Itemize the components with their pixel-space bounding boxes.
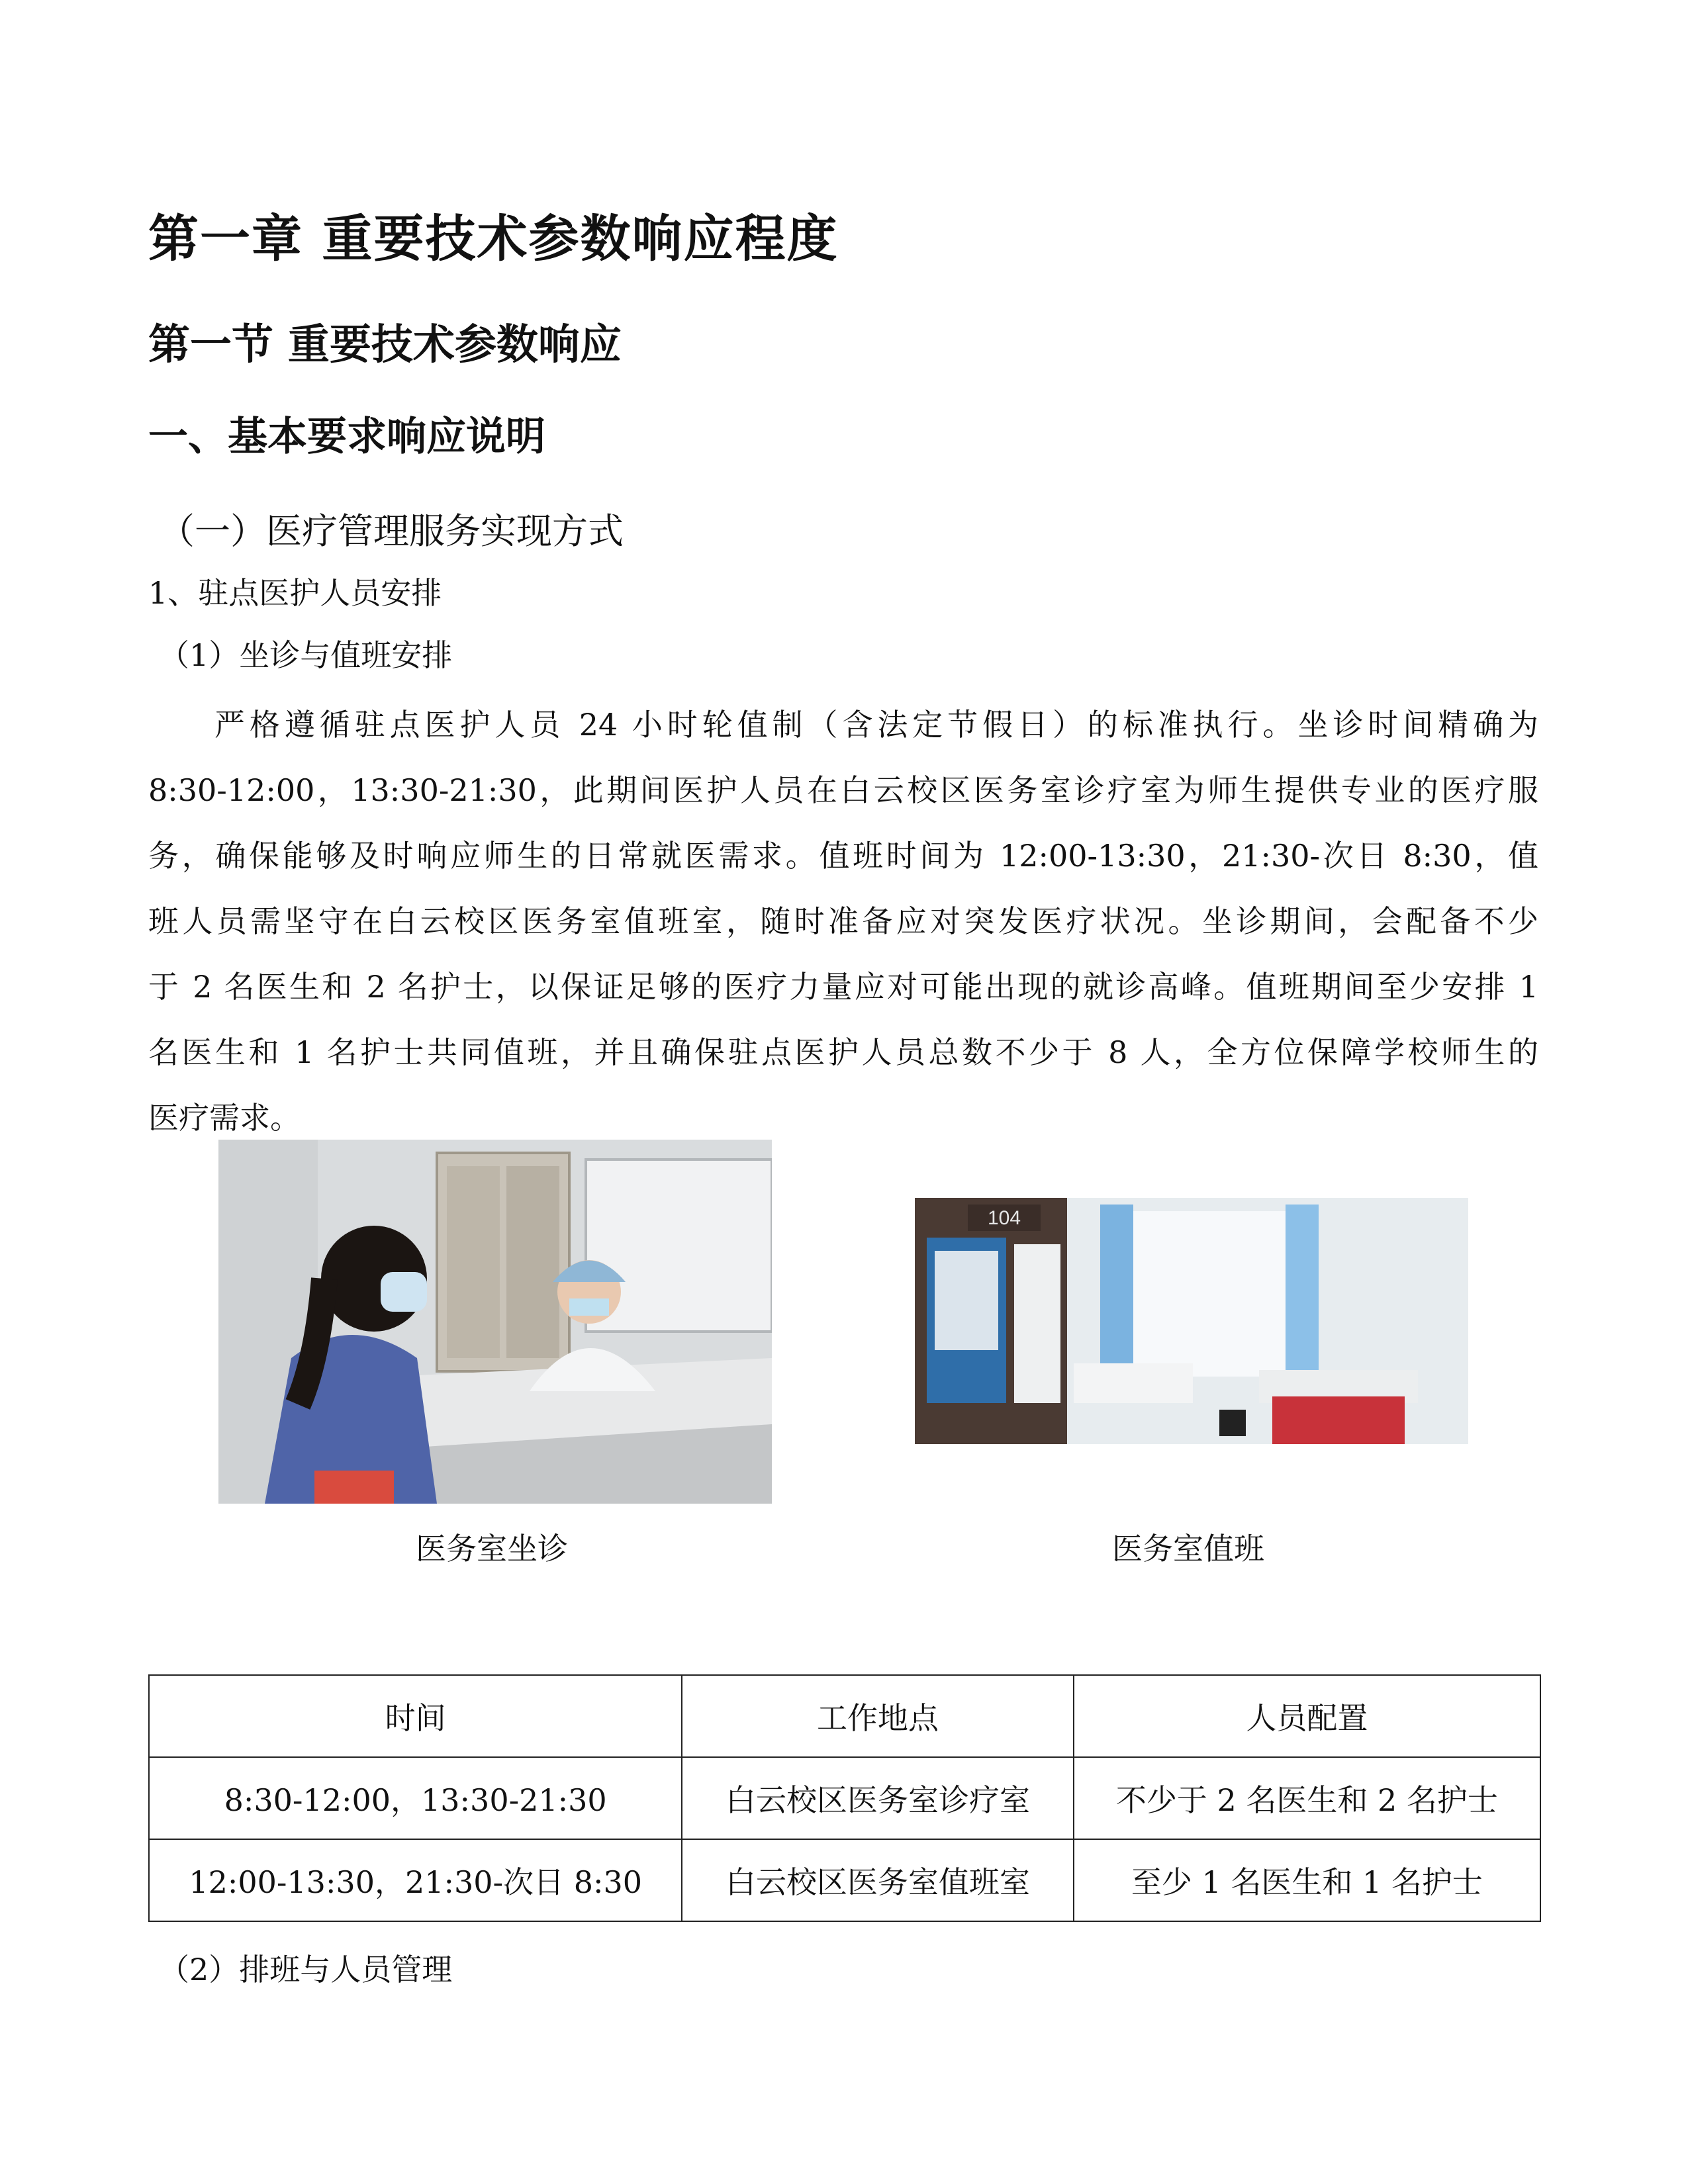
schedule-table — [148, 1674, 1541, 1922]
table-cell: 8:30-12:00，13:30-21:30 — [149, 1757, 682, 1839]
photo-clinic-duty-room — [915, 1198, 1468, 1444]
paragraph-line: 医疗需求。 — [148, 1100, 301, 1136]
body-paragraph — [148, 692, 1538, 1151]
paragraph-line: 务，确保能够及时响应师生的日常就医需求。值班时间为 12:00-13:30，21:30-次日 8:30，值 — [148, 838, 1538, 874]
paragraph-line: 班人员需坚守在白云校区医务室值班室，随时准备应对突发医疗状况。坐诊期间，会配备不少 — [148, 903, 1538, 939]
door-number-sign: 104 — [987, 1207, 1021, 1229]
chapter-title: 第一章 重要技术参数响应程度 — [148, 209, 839, 268]
paragraph-line: 严格遵循驻点医护人员 24 小时轮值制（含法定节假日）的标准执行。坐诊时间精确为 — [214, 707, 1538, 743]
table-cell: 至少 1 名医生和 1 名护士 — [1074, 1839, 1540, 1921]
photo-duty-room-illustration — [915, 1198, 1468, 1444]
table-cell: 白云校区医务室诊疗室 — [682, 1757, 1073, 1839]
caption-clinic-consultation: 医务室坐诊 — [416, 1531, 568, 1567]
table-row — [149, 1839, 1540, 1921]
paragraph-line: 名医生和 1 名护士共同值班，并且确保驻点医护人员总数不少于 8 人，全方位保障学校师生的 — [148, 1034, 1538, 1070]
table-header-cell: 人员配置 — [1074, 1675, 1540, 1757]
item-heading-consult-duty: （1）坐诊与值班安排 — [159, 637, 453, 673]
photo-clinic-consultation — [218, 1140, 772, 1504]
section-title: 第一节 重要技术参数响应 — [148, 320, 622, 369]
table-cell: 12:00-13:30，21:30-次日 8:30 — [149, 1839, 682, 1921]
paragraph-line: 8:30-12:00，13:30-21:30，此期间医护人员在白云校区医务室诊疗室为师生提供专业的医疗服 — [148, 772, 1538, 808]
table-cell: 白云校区医务室值班室 — [682, 1839, 1073, 1921]
item-heading-shift-management: （2）排班与人员管理 — [159, 1952, 453, 1987]
table-cell: 不少于 2 名医生和 2 名护士 — [1074, 1757, 1540, 1839]
subsection-title: 一、基本要求响应说明 — [148, 414, 545, 460]
table-row — [149, 1757, 1540, 1839]
table-header-cell: 时间 — [149, 1675, 682, 1757]
paragraph-line: 于 2 名医生和 2 名护士，以保证足够的医疗力量应对可能出现的就诊高峰。值班期间至少安排 1 — [148, 969, 1538, 1005]
caption-clinic-duty-room: 医务室值班 — [1112, 1531, 1264, 1567]
part-title: （一）医疗管理服务实现方式 — [159, 510, 624, 552]
table-header-cell: 工作地点 — [682, 1675, 1073, 1757]
table-header-row — [149, 1675, 1540, 1757]
photo-consultation-illustration — [218, 1140, 772, 1504]
item-heading-staff-arrangement: 1、驻点医护人员安排 — [148, 575, 442, 611]
